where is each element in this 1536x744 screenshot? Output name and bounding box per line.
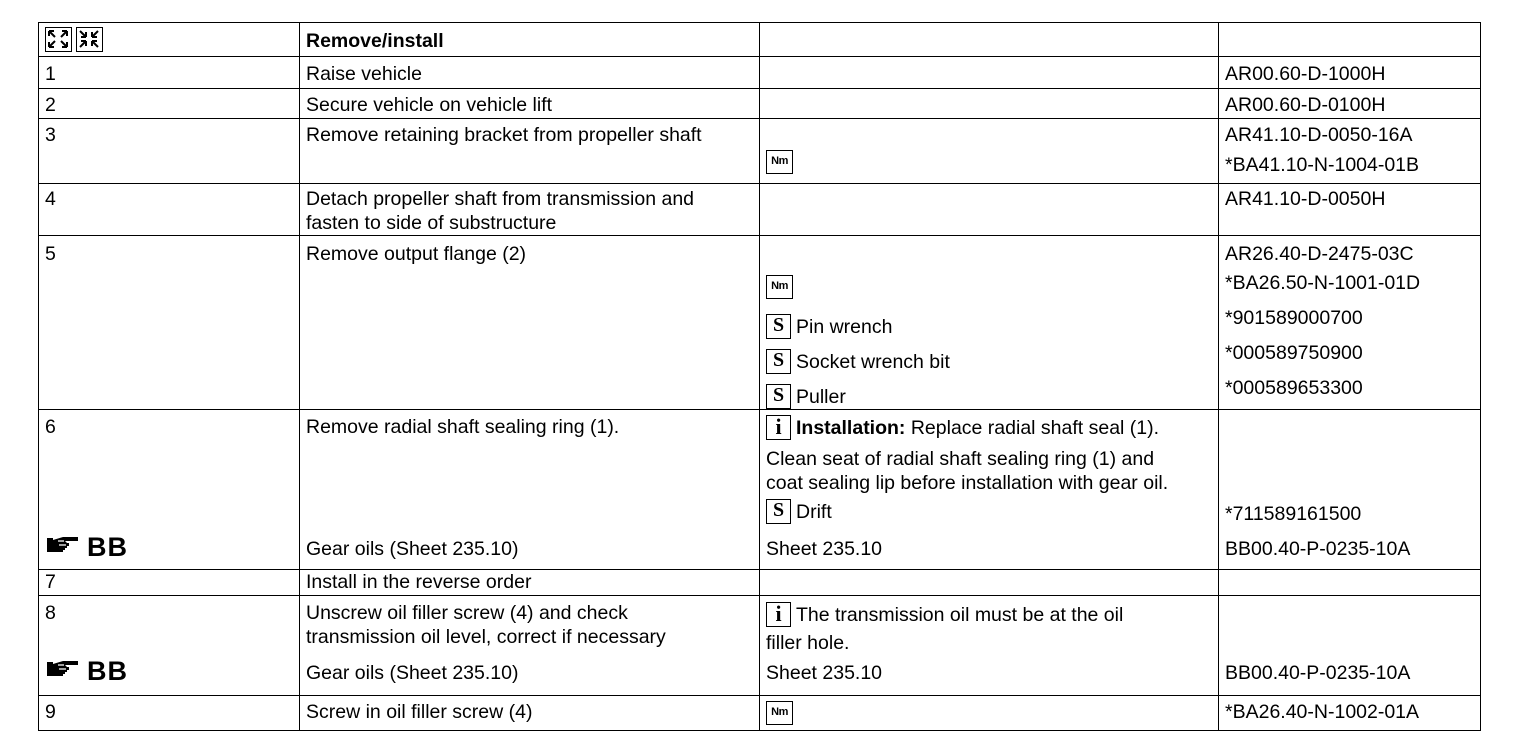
fullscreen-collapse-icon[interactable] — [76, 27, 103, 52]
tool-part-number[interactable]: *000589653300 — [1225, 377, 1363, 399]
reference-link[interactable]: BB00.40-P-0235-10A — [1225, 538, 1411, 560]
step-text-line: fasten to side of substructure — [306, 212, 557, 234]
bb-reference[interactable] — [45, 655, 128, 686]
fullscreen-expand-icon[interactable] — [45, 27, 72, 52]
step-number: 6 — [45, 416, 56, 438]
reference-link[interactable]: AR00.60-D-1000H — [1225, 63, 1386, 85]
step-text: Raise vehicle — [306, 63, 422, 85]
table-header-row — [39, 23, 1481, 57]
table-row — [39, 89, 1481, 119]
tool-label: Pin wrench — [796, 316, 893, 338]
step-number: 7 — [45, 571, 56, 593]
sheet-reference: Sheet 235.10 — [766, 662, 883, 684]
reference-link[interactable]: AR26.40-D-2475-03C — [1225, 243, 1414, 265]
tool-part-number[interactable]: *901589000700 — [1225, 307, 1363, 329]
table-row — [39, 119, 1481, 184]
step-number: 9 — [45, 701, 56, 723]
reference-link[interactable]: AR00.60-D-0100H — [1225, 94, 1386, 116]
table-row — [39, 57, 1481, 89]
info-bold-label: Installation: — [796, 417, 906, 439]
torque-nm-icon[interactable]: Nm — [766, 701, 793, 725]
tool-label: Socket wrench bit — [796, 351, 950, 373]
tool-part-number[interactable]: *711589161500 — [1225, 503, 1362, 525]
header-title: Remove/install — [306, 30, 444, 52]
step-text: Screw in oil filler screw (4) — [306, 701, 533, 723]
step-text-line: Detach propeller shaft from transmission and — [306, 188, 695, 210]
procedure-table — [38, 22, 1481, 731]
reference-link[interactable]: AR41.10-D-0050-16A — [1225, 124, 1413, 146]
reference-link[interactable]: AR41.10-D-0050H — [1225, 188, 1386, 210]
table-row — [39, 696, 1481, 731]
step-number: 2 — [45, 94, 56, 116]
tool-part-number[interactable]: *000589750900 — [1225, 342, 1363, 364]
step-text: Remove output flange (2) — [306, 243, 527, 265]
bb-label: BB — [87, 531, 128, 562]
step-number: 8 — [45, 602, 56, 624]
sheet-reference: Sheet 235.10 — [766, 538, 883, 560]
step-text: Remove radial shaft sealing ring (1). — [306, 416, 620, 438]
bb-label: BB — [87, 655, 128, 686]
info-text-line: filler hole. — [766, 632, 850, 654]
special-tool-icon[interactable]: S — [766, 314, 791, 339]
step-number: 4 — [45, 188, 56, 210]
step-number: 5 — [45, 243, 56, 265]
torque-nm-icon[interactable]: Nm — [766, 150, 793, 174]
step-text-line: Unscrew oil filler screw (4) and check — [306, 602, 628, 624]
sub-step-text: Gear oils (Sheet 235.10) — [306, 538, 519, 560]
torque-reference-link[interactable]: *BA26.50-N-1001-01D — [1225, 272, 1421, 294]
procedure-document — [38, 22, 1480, 731]
info-text: The transmission oil must be at the oil — [796, 604, 1124, 626]
table-row — [39, 184, 1481, 236]
info-text-line: Clean seat of radial shaft sealing ring (1) and — [766, 448, 1155, 470]
table-row — [39, 596, 1481, 696]
table-row — [39, 410, 1481, 570]
pointing-hand-icon — [45, 658, 81, 683]
info-icon[interactable]: i — [766, 415, 791, 440]
info-text-line: coat sealing lip before installation with gear oil. — [766, 472, 1169, 494]
step-text: Secure vehicle on vehicle lift — [306, 94, 553, 116]
step-number: 1 — [45, 63, 56, 85]
info-icon[interactable]: i — [766, 602, 791, 627]
torque-reference-link[interactable]: *BA41.10-N-1004-01B — [1225, 154, 1420, 176]
table-row — [39, 236, 1481, 410]
pointing-hand-icon — [45, 534, 81, 559]
special-tool-icon[interactable]: S — [766, 349, 791, 374]
table-row — [39, 570, 1481, 596]
tool-label: Puller — [796, 386, 846, 408]
torque-nm-icon[interactable]: Nm — [766, 275, 793, 299]
step-text: Install in the reverse order — [306, 571, 532, 593]
bb-reference[interactable] — [45, 531, 128, 562]
special-tool-icon[interactable]: S — [766, 384, 791, 409]
step-text: Remove retaining bracket from propeller shaft — [306, 124, 702, 146]
step-text-line: transmission oil level, correct if necessary — [306, 626, 666, 648]
tool-label: Drift — [796, 501, 832, 523]
step-number: 3 — [45, 124, 56, 146]
info-text: Replace radial shaft seal (1). — [905, 417, 1160, 439]
reference-link[interactable]: BB00.40-P-0235-10A — [1225, 662, 1411, 684]
special-tool-icon[interactable]: S — [766, 499, 791, 524]
sub-step-text: Gear oils (Sheet 235.10) — [306, 662, 519, 684]
torque-reference-link[interactable]: *BA26.40-N-1002-01A — [1225, 701, 1420, 723]
